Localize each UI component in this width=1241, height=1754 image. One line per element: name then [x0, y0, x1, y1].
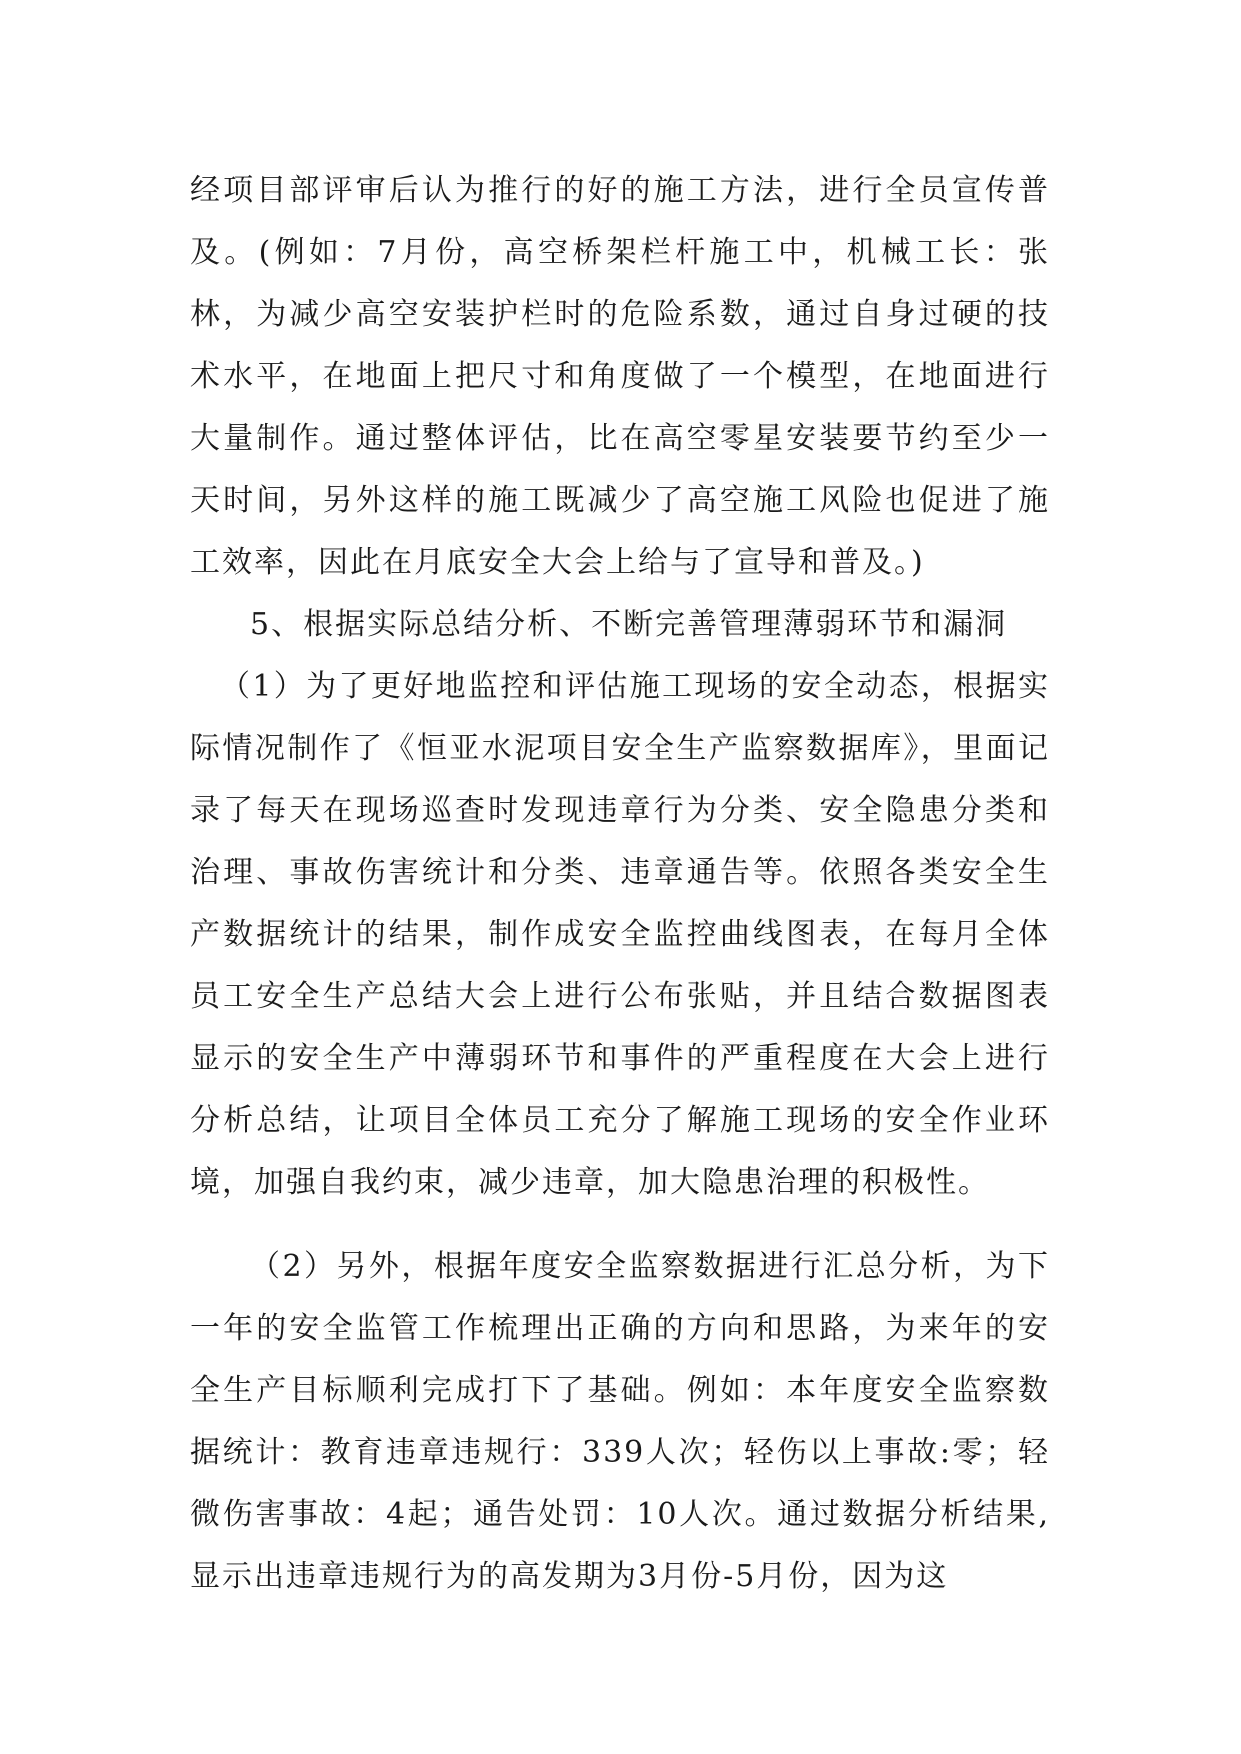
body-text [190, 160, 1050, 1608]
paragraph-item-1: （1）为了更好地监控和评估施工现场的安全动态，根据实际情况制作了《恒亚水泥项目安全生产监察数据库》，里面记录了每天在现场巡查时发现违章行为分类、安全隐患分类和治理、事故伤害统计和分类、违章通告等。依照各类安全生产数据统计的结果，制作成安全监控曲线图表，在每月全体员工安全生产总结大会上进行公布张贴，并且结合数据图表显示的安全生产中薄弱环节和事件的严重程度在大会上进行分析总结，让项目全体员工充分了解施工现场的安全作业环境，加强自我约束，减少违章，加大隐患治理的积极性。 [190, 669, 1050, 1200]
paragraph-item-2: （2）另外，根据年度安全监察数据进行汇总分析，为下一年的安全监管工作梳理出正确的方向和思路，为来年的安全生产目标顺利完成打下了基础。例如：本年度安全监察数据统计：教育违章违规行：339人次；轻伤以上事故:零；轻微伤害事故：4起；通告处罚：10人次。通过数据分析结果,显示出违章违规行为的高发期为3月份-5月份，因为这 [190, 1249, 1050, 1594]
section-heading-5: 5、根据实际总结分析、不断完善管理薄弱环节和漏洞 [250, 607, 1008, 642]
paragraph-construction-method: 经项目部评审后认为推行的好的施工方法，进行全员宣传普及。(例如：7月份，高空桥架栏杆施工中，机械工长：张林，为减少高空安装护栏时的危险系数，通过自身过硬的技术水平，在地面上把尺寸和角度做了一个模型，在地面进行大量制作。通过整体评估，比在高空零星安装要节约至少一天时间，另外这样的施工既减少了高空施工风险也促进了施工效率，因此在月底安全大会上给与了宣导和普及。) [190, 173, 1050, 580]
